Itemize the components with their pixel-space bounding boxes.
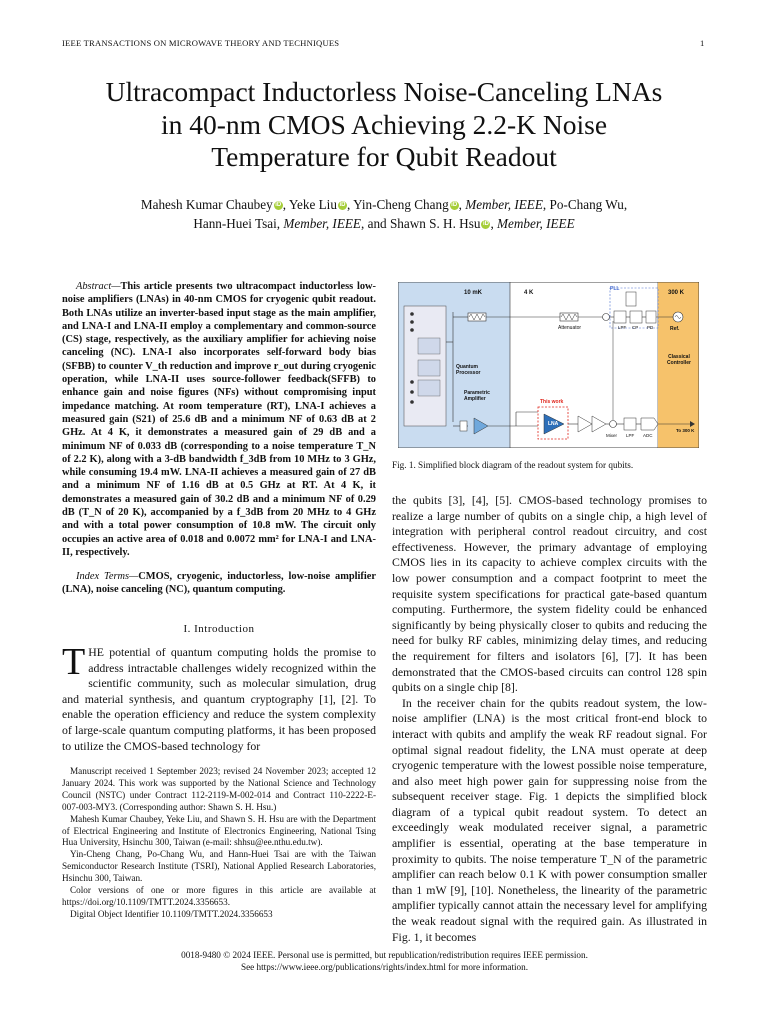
page-number: 1	[700, 38, 705, 48]
label-mixer: Mixer	[606, 433, 617, 438]
label-attenuator: Attenuator	[558, 325, 582, 331]
abstract	[62, 280, 376, 559]
abstract-text: This article presents two ultracompact inductorless low-noise amplifiers (LNAs) in 40-nm CMOS for cryogenic qubit readout. Both LNAs utilize an inverter-based input stage as the main amplifier, and LNA-I and LNA-II employ a complementary and common-source (CS) stage, respectively, as the auxiliary amplifier for achieving noise canceling (NC). LNA-I also incorporates self-forward body bias (SFBB) to counter V_th reduction and improve r_out during cryogenic operation, while LNA-II uses source-follower feedback(SFFB) to enhance gain and noise figures (NFs) without compromising input impedance matching. At room temperature (RT), LNA-I achieves a measured gain (S21) of 25.6 dB and a minimum NF of 0.63 dB at 2 GHz. At 4 K, it demonstrates a measured gain of 29 dB and a minimum NF of 0.033 dB (corresponding to a noise temperature T_N of 2.2 K), along with a 3-dB bandwidth f_3dB from 10 MHz to 3 GHz, while consuming 19.4 mW. LNA-II achieves a measured gain of 27 dB and a minimum NF of 1.16 dB at 0.5 GHz at RT. At 4 K, it demonstrates a measured gain of 30.2 dB and a minimum NF of 0.29 dB (T_N of 20 K), accompanied by a f_3dB from 20 MHz to 4 GHz and with a total power consumption of 10.8 mW. The circuit only occupies an active area of 0.018 and 0.0072 mm² for LNA-I and LNA-II, respectively.	[62, 281, 376, 558]
footnote-affiliation-2: Yin-Cheng Chang, Po-Chang Wu, and Hann-Huei Tsai are with the Taiwan Semiconductor Research Institute (TSRI), National Applied Research Laboratories, Hsinchu 300, Taiwan.	[62, 849, 376, 884]
label-10mk: 10 mK	[464, 290, 483, 296]
intro-first-word: HE	[88, 645, 104, 659]
orcid-icon[interactable]: iD	[451, 202, 458, 208]
footnote-affiliation-1: Mahesh Kumar Chaubey, Yeke Liu, and Shawn S. H. Hsu are with the Department of Electrical Engineering and Institute of Electronics Engineering, National Tsing Hua University, Hsinchu 300, Taiwan (e-mail: shhsu@ee.nthu.edu.tw).	[62, 813, 376, 848]
label-cp: CP	[632, 325, 639, 330]
intro-text: potential of quantum computing holds the promise to address intractable challenges widely recognized within the scientific community, such as molecular simulation, drug and material synthesis, and quantum cryptography [1], [2]. To enable the operation efficiency and reduce the system complexity of large-scale quantum computing platforms, it has been proposed to utilize the CMOS-based technology for	[62, 645, 377, 753]
copyright-line: 0018-9480 © 2024 IEEE. Personal use is permitted, but republication/redistribution requires IEEE permission.	[181, 950, 588, 960]
body-paragraph-1: the qubits [3], [4], [5]. CMOS-based technology promises to realize a large number of qubits on a single chip, a high level of integration with peripheral control readout circuitry, and cost effectiveness. However, the primary advantage of employing CMOS lies in its capacity to achieve complex circuits with the low power consumption and a compact footprint to meet the requisite system specifications for practical gate-based quantum computing. Furthermore, the system fidelity could be enhanced significantly by being physically closer to qubits and reducing the need for bulky RF cables, minimizing delay times, and reducing the requirement for filters and isolators [6], [7]. It has been demonstrated that the CMOS-based circuits can control 128 spin qubits on a single chip [8].	[392, 493, 707, 695]
member-label: Member, IEEE	[497, 215, 575, 231]
label-4k: 4 K	[524, 290, 534, 296]
orcid-icon[interactable]: iD	[275, 202, 282, 208]
running-header: IEEE TRANSACTIONS ON MICROWAVE THEORY AND TECHNIQUES	[62, 38, 340, 48]
member-label: Member, IEEE	[465, 197, 543, 212]
label-lna: LNA	[548, 421, 559, 427]
label-quantum-processor: Quantum Processor	[456, 364, 481, 376]
section-heading: I. Introduction	[183, 623, 255, 635]
copyright-footer	[62, 949, 707, 973]
footnote-manuscript: Manuscript received 1 September 2023; revised 24 November 2023; accepted 12 January 2024. This work was supported by the National Science and Technology Council (NSTC) under Contract 112-2119-M-002-014 and Contract 110-2222-E-007-003-MY3. (Corresponding author: Shawn S. H. Hsu.)	[62, 766, 376, 812]
author-name: Hann-Huei Tsai	[193, 215, 277, 231]
member-label: Member, IEEE	[283, 215, 361, 231]
label-ref: Ref.	[670, 326, 680, 332]
label-lpf: LPF	[626, 433, 635, 438]
title-line-1: Ultracompact Inductorless Noise-Canceling LNAs	[105, 76, 663, 107]
drop-cap: T	[62, 641, 86, 683]
index-terms	[62, 570, 376, 597]
right-column-text	[392, 493, 707, 945]
author-name: Po-Chang Wu,	[549, 197, 628, 212]
index-terms-label: Index Terms—	[76, 571, 139, 582]
author-name: Yeke Liu	[288, 197, 337, 212]
label-pd: PD	[647, 325, 654, 330]
footnotes	[62, 766, 376, 921]
abstract-label: Abstract—	[76, 281, 121, 292]
label-300k: 300 K	[668, 290, 685, 296]
figure-caption: Fig. 1. Simplified block diagram of the readout system for qubits.	[392, 460, 634, 470]
label-pll: PLL	[610, 286, 620, 292]
author-name: Yin-Cheng Chang	[353, 197, 449, 212]
body-paragraph-2: In the receiver chain for the qubits readout system, the low-noise amplifier (LNA) is the most critical front-end block to interact with qubits and amplify the weak RF readout signal. For optimal signal readout fidelity, the LNA must operate at deep cryogenic temperature with the lowest possible noise temperature, and also meet high power gain for suppressing noise from the subsequent receiver stage. Fig. 1 depicts the simplified block diagram of a typical qubit readout system. To detect an exceedingly weak modulated receiver signal, a parametric amplifier is essential, operating at the base temperature in proximity to qubits. The noise temperature T_N of the parametric amplifier can reach below 0.1 K with power consumption smaller than 1 mW [9], [10]. Nonetheless, the linearity of the parametric amplifier typically cannot attain the necessary level for amplifying the weak readout signal with the required gain. As illustrated in Fig. 1, it becomes	[392, 695, 707, 944]
author-name: Shawn S. H. Hsu	[389, 215, 481, 231]
author-name: Mahesh Kumar Chaubey	[140, 197, 273, 212]
label-this-work: This work	[540, 399, 564, 405]
title-line-3: Temperature for Qubit Readout	[211, 141, 557, 172]
label-classical-controller: Classical Controller	[667, 354, 691, 366]
figure-1-block-diagram	[398, 282, 699, 448]
label-lpf-top: LPF	[618, 325, 627, 330]
paper-title	[40, 76, 728, 174]
label-adc: ADC	[643, 433, 653, 438]
index-terms-text: CMOS, cryogenic, inductorless, low-noise amplifier (LNA), noise canceling (NC), quantum computing.	[62, 571, 376, 596]
footnote-color-versions: Color versions of one or more figures in this article are available at https://doi.org/10.1109/TMTT.2024.3356653.	[62, 885, 376, 907]
orcid-icon[interactable]: iD	[482, 220, 489, 227]
intro-paragraph	[62, 641, 377, 754]
and-text: and	[367, 215, 387, 231]
author-list: Mahesh Kumar Chaubey iD , Yeke Liu iD , Yin-Cheng Chang iD , Member, IEEE, Po-Chang Wu, Hann-Huei Tsai, Member, IEEE, and Shawn S. H. Hsu iD , Member, IEEE	[140, 197, 628, 231]
footnote-doi: Digital Object Identifier 10.1109/TMTT.2024.3356653	[70, 908, 273, 919]
rights-link[interactable]: See https://www.ieee.org/publications/rights/index.html for more information.	[240, 962, 529, 972]
label-to-300k: To 300 K	[676, 428, 695, 433]
label-parametric-amplifier: Parametric Amplifier	[464, 390, 490, 402]
orcid-icon[interactable]: iD	[339, 202, 346, 208]
title-line-2: in 40-nm CMOS Achieving 2.2-K Noise	[160, 108, 608, 140]
